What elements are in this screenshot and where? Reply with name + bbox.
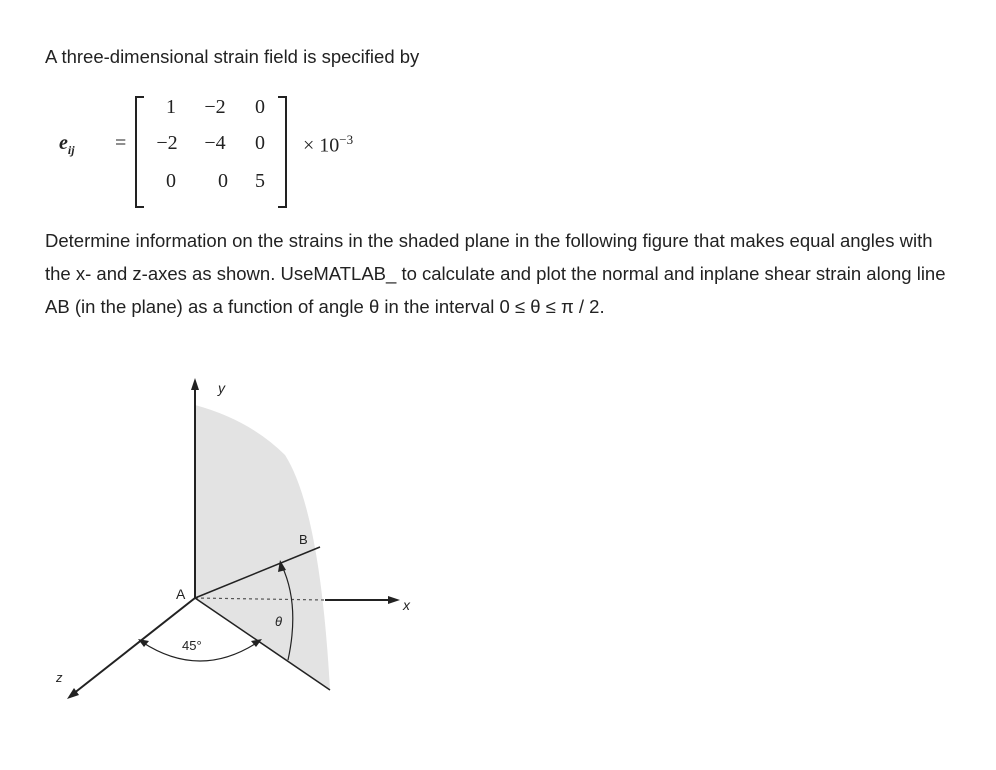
lhs-subscript: ij — [67, 143, 75, 157]
intro-text: A three-dimensional strain field is specified by — [45, 46, 420, 67]
equation-lhs — [59, 132, 75, 158]
matrix-cell-1-2: −2 — [204, 96, 226, 118]
x-arrowhead — [388, 596, 400, 604]
matrix-cell-2-3: 0 — [255, 132, 265, 154]
matrix-cell-2-1: −2 — [156, 132, 178, 154]
matrix-cell-1-1: 1 — [166, 96, 176, 118]
y-arrowhead — [191, 378, 199, 390]
z-axis — [73, 598, 195, 694]
matrix-cell-3-2: 0 — [218, 170, 228, 192]
y-axis-label: y — [218, 380, 225, 396]
matrix-cell-2-2: −4 — [204, 132, 226, 154]
problem-description: Determine information on the strains in the shaded plane in the following figure that makes equal angles with the x- and z-axes as shown. UseMATLAB_ to calculate and plot the normal and inplane shear strain along line AB (in the plane) as a function of angle θ in the interval 0 ≤ θ ≤ π / 2. — [45, 230, 946, 317]
z-axis-label: z — [56, 670, 63, 685]
matrix-cell-3-3: 5 — [255, 170, 265, 192]
lhs-symbol: e — [59, 132, 68, 154]
point-b-label: B — [299, 532, 308, 547]
matrix-left-bracket — [135, 96, 144, 208]
equals-sign: = — [115, 132, 127, 154]
multiplier-text: × 10 — [303, 134, 340, 157]
exponent-text: −3 — [339, 132, 354, 147]
matrix-cell-1-3: 0 — [255, 96, 265, 118]
strain-plane-figure — [40, 370, 440, 710]
shaded-plane — [195, 405, 330, 690]
point-a-label: A — [176, 586, 186, 602]
theta-label: θ — [275, 614, 283, 629]
x-axis-label: x — [403, 597, 410, 613]
strain-equation — [45, 92, 465, 212]
matrix-cell-3-1: 0 — [166, 170, 176, 192]
angle-45-label: 45° — [182, 638, 202, 653]
scale-factor — [303, 132, 353, 158]
